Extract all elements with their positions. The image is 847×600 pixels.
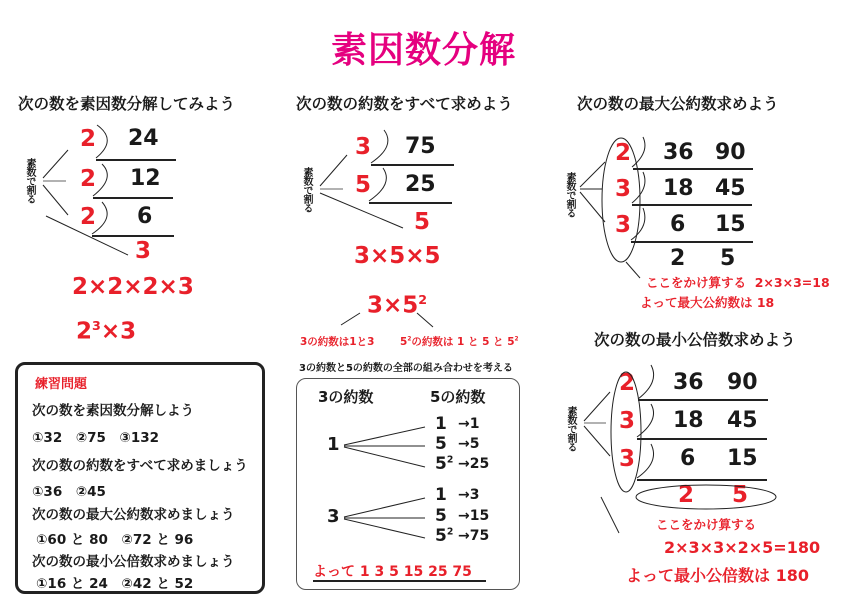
s4-rem-b: 5 (732, 482, 749, 508)
practice-item-8: ①16 と 24 ②42 と 52 (36, 576, 194, 592)
col2-header: 5の約数 (430, 388, 486, 406)
row-exp: 2 (446, 454, 454, 466)
section1-divisor-3: 2 (80, 204, 97, 230)
s3-r2-b: 45 (715, 176, 746, 201)
section1-dividend-1: 24 (128, 126, 159, 151)
s4-r1-a: 36 (673, 370, 704, 395)
division-line (631, 241, 753, 243)
group1-row1-base: 1 (435, 414, 447, 434)
section2-divisor-1: 3 (355, 134, 372, 160)
division-line (369, 202, 452, 204)
note-exp: 2 (407, 336, 412, 343)
section1-power (76, 318, 136, 345)
s4-r2-b: 45 (727, 408, 758, 433)
group2-row1-result: →3 (458, 487, 480, 503)
power-rest: ×3 (100, 318, 137, 345)
power-exponent: 3 (92, 318, 101, 333)
answer-underline (313, 580, 486, 582)
power-exponent: 2 (418, 292, 428, 307)
divisors-answer: よって 1 3 5 15 25 75 (313, 564, 472, 580)
division-line (632, 204, 752, 206)
divisor-combination-box (296, 378, 520, 590)
section4-note: ここをかけ算する (656, 517, 757, 532)
s3-r1-a: 36 (663, 140, 694, 165)
division-line (371, 164, 454, 166)
section3-side-label: 素数で割る (564, 172, 575, 217)
group2-row3 (435, 526, 453, 546)
section2-heading: 次の数の約数をすべて求めよう (296, 95, 513, 113)
section1-divisor-1: 2 (80, 126, 97, 152)
section1-dividend-3: 6 (137, 204, 153, 229)
s4-rem-a: 2 (678, 482, 695, 508)
group2-row2-base: 5 (435, 506, 447, 526)
group1-row2-result: →5 (458, 436, 480, 452)
note-rest: の約数は 1 と 5 と 5 (411, 336, 515, 348)
row-base: 5 (435, 454, 447, 474)
s4-r1-b: 90 (727, 370, 758, 395)
group1-left: 1 (327, 434, 340, 455)
section2-dividend-2: 25 (405, 172, 436, 197)
power-main: 3×5 (367, 292, 419, 319)
col1-header: 3の約数 (318, 388, 374, 406)
section4-heading: 次の数の最小公倍数求めよう (594, 331, 796, 349)
section2-dividend-1: 75 (405, 134, 436, 159)
practice-item-7: 次の数の最小公倍数求めましょう (32, 554, 235, 570)
practice-item-1: 次の数を素因数分解しよう (32, 403, 194, 419)
page-title: 素因数分解 (330, 30, 516, 71)
group1-row1-result: →1 (458, 416, 480, 432)
section3-answer: よって最大公約数は 18 (640, 295, 775, 310)
section1-divisor-2: 2 (80, 166, 97, 192)
s3-r2-a: 18 (663, 176, 694, 201)
group2-left: 3 (327, 506, 340, 527)
section1-remainder: 3 (135, 238, 152, 264)
division-line (93, 197, 173, 199)
section4-divisor-2: 3 (619, 408, 636, 434)
group1-row3-result: →25 (458, 456, 490, 472)
group2-row2-result: →15 (458, 508, 490, 524)
section2-divisor-2: 5 (355, 172, 372, 198)
section2-combine-text: 3の約数と5の約数の全部の組み合わせを考える (299, 363, 513, 374)
row-exp: 2 (446, 526, 454, 538)
section3-divisor-1: 2 (615, 140, 632, 166)
section3-note (646, 273, 830, 291)
s4-r3-b: 15 (727, 446, 758, 471)
section2-power (367, 292, 427, 319)
section2-side-label: 素数で割る (301, 167, 312, 212)
section1-side-label: 素数で割る (24, 158, 35, 203)
division-line (637, 479, 767, 481)
section4-divisor-3: 3 (619, 446, 636, 472)
section3-divisor-3: 3 (615, 212, 632, 238)
section1-heading: 次の数を素因数分解してみよう (18, 95, 236, 113)
group1-row3 (435, 454, 453, 474)
s3-r3-b: 15 (715, 212, 746, 237)
section2-note-left: 3の約数は1と3 (300, 336, 375, 348)
section1-dividend-2: 12 (130, 166, 161, 191)
section4-divisor-1: 2 (619, 370, 636, 396)
row-base: 5 (435, 526, 447, 546)
section2-note-right (400, 334, 519, 349)
s3-rem-a: 2 (670, 246, 686, 271)
note-base: 5 (400, 336, 408, 348)
note-text: ここをかけ算する (646, 275, 747, 290)
division-line (96, 159, 176, 161)
section2-expanded: 3×5×5 (354, 243, 441, 269)
note-calc: 2×3×3=18 (754, 275, 830, 290)
power-base: 2 (76, 318, 93, 345)
s3-r3-a: 6 (670, 212, 686, 237)
s3-r1-b: 90 (715, 140, 746, 165)
division-line (92, 235, 174, 237)
section3-divisor-2: 3 (615, 176, 632, 202)
practice-item-2: ①32 ②75 ③132 (32, 430, 160, 446)
section3-heading: 次の数の最大公約数求めよう (577, 95, 779, 113)
practice-item-5: 次の数の最大公約数求めましょう (32, 507, 235, 523)
s3-rem-b: 5 (720, 246, 736, 271)
section2-remainder: 5 (414, 209, 431, 235)
practice-title: 練習問題 (35, 377, 88, 392)
section1-expanded: 2×2×2×3 (72, 274, 194, 300)
group1-row2-base: 5 (435, 434, 447, 454)
group2-row1-base: 1 (435, 485, 447, 505)
s4-r2-a: 18 (673, 408, 704, 433)
division-line (637, 438, 767, 440)
division-line (633, 168, 753, 170)
section4-side-label: 素数で割る (565, 406, 576, 451)
note-exp2: 2 (514, 336, 519, 343)
group2-row3-result: →75 (458, 528, 490, 544)
practice-item-6: ①60 と 80 ②72 と 96 (36, 532, 194, 548)
s4-r3-a: 6 (680, 446, 696, 471)
section4-answer: よって最小公倍数は 180 (626, 566, 809, 585)
practice-item-3: 次の数の約数をすべて求めましょう (32, 458, 248, 474)
practice-item-4: ①36 ②45 (32, 484, 106, 500)
division-line (638, 399, 768, 401)
section4-calc: 2×3×3×2×5=180 (664, 538, 821, 557)
